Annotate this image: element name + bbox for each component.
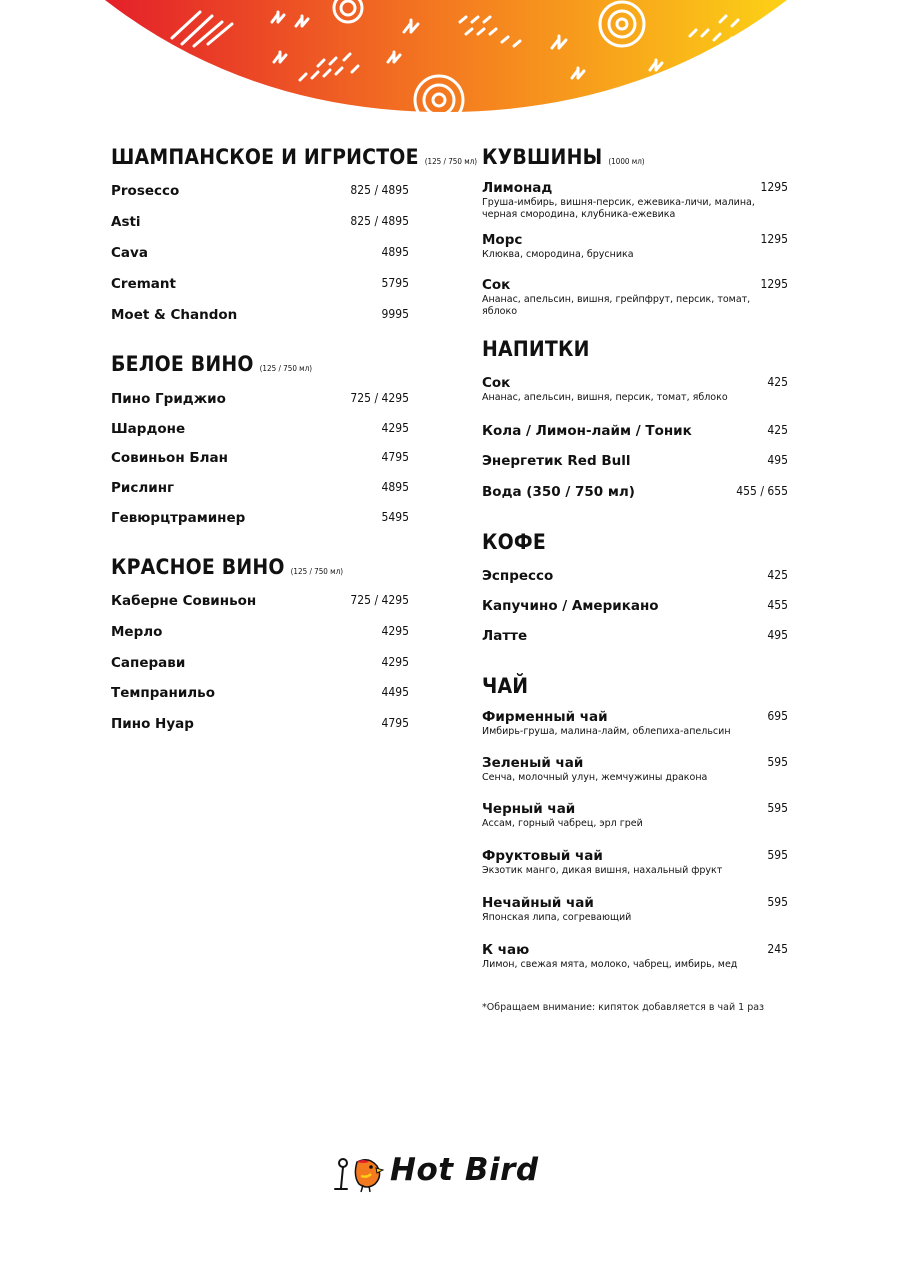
section-note-white: (125 / 750 мл) [259, 364, 313, 373]
item-name: Фруктовый чай [482, 848, 603, 864]
item-description: Лимон, свежая мята, молоко, чабрец, имбирь, мед [482, 959, 738, 970]
item-price: 4295 [381, 655, 409, 669]
item-price: 4895 [381, 480, 409, 494]
item-name: Морс [482, 232, 523, 248]
item-price: 4495 [381, 685, 409, 699]
section-title-tea: ЧАЙ [482, 674, 529, 698]
item-price: 245 [767, 942, 788, 956]
section-title-drinks: НАПИТКИ [482, 337, 590, 361]
item-description: Имбирь-груша, малина-лайм, облепиха-апельсин [482, 726, 731, 737]
item-price: 495 [767, 453, 788, 467]
item-price: 455 / 655 [736, 484, 788, 498]
item-name: Черный чай [482, 801, 576, 817]
section-title-red: КРАСНОЕ ВИНО (125 / 750 мл) [111, 555, 344, 579]
item-name: Латте [482, 628, 528, 644]
section-title-sparkling: ШАМПАНСКОЕ И ИГРИСТОЕ (125 / 750 мл) [111, 145, 478, 169]
item-price: 695 [767, 709, 788, 723]
item-price: 425 [767, 423, 788, 437]
item-price: 4795 [381, 716, 409, 730]
item-name: Сок [482, 375, 511, 391]
item-description: Сенча, молочный улун, жемчужины дракона [482, 772, 708, 783]
item-name: Зеленый чай [482, 755, 584, 771]
item-name: Каберне Совиньон [111, 593, 257, 609]
item-name: Энергетик Red Bull [482, 453, 631, 469]
item-name: Капучино / Американо [482, 598, 659, 614]
item-price: 455 [767, 598, 788, 612]
item-name: Вода (350 / 750 мл) [482, 484, 635, 500]
item-name: Саперави [111, 655, 186, 671]
brand-logo [333, 1150, 543, 1200]
item-price: 725 / 4295 [350, 391, 409, 405]
item-name: Cremant [111, 276, 176, 292]
section-title-jugs: КУВШИНЫ (1000 мл) [482, 145, 645, 169]
item-name: Совиньон Блан [111, 450, 228, 466]
item-name: Сок [482, 277, 511, 293]
section-note-jugs: (1000 мл) [608, 157, 645, 166]
item-price: 425 [767, 375, 788, 389]
tea-footnote: *Обращаем внимание: кипяток добавляется в чай 1 раз [482, 1002, 765, 1013]
item-price: 595 [767, 895, 788, 909]
item-description: Экзотик манго, дикая вишня, нахальный фрукт [482, 865, 723, 876]
item-price: 725 / 4295 [350, 593, 409, 607]
item-price: 595 [767, 755, 788, 769]
item-description: Ананас, апельсин, вишня, грейпфрут, персик, томат, яблоко [482, 294, 751, 317]
item-price: 4295 [381, 421, 409, 435]
item-description: Ананас, апельсин, вишня, персик, томат, яблоко [482, 392, 728, 403]
item-name: Рислинг [111, 480, 175, 496]
item-price: 1295 [760, 232, 788, 246]
item-name: К чаю [482, 942, 530, 958]
item-name: Эспрессо [482, 568, 554, 584]
section-note-red: (125 / 750 мл) [290, 567, 344, 576]
item-name: Moet & Chandon [111, 307, 238, 323]
item-price: 4795 [381, 450, 409, 464]
item-price: 825 / 4895 [350, 183, 409, 197]
brand-name: Hot Bird [390, 1152, 539, 1188]
item-description: Клюква, смородина, брусника [482, 249, 634, 260]
header-banner [0, 0, 905, 115]
item-name: Темпранильо [111, 685, 215, 701]
item-price: 495 [767, 628, 788, 642]
item-price: 4895 [381, 245, 409, 259]
item-name: Кола / Лимон-лайм / Тоник [482, 423, 692, 439]
item-name: Гевюрцтраминер [111, 510, 246, 526]
bird-mascot-icon [333, 1154, 385, 1196]
item-name: Нечайный чай [482, 895, 594, 911]
item-price: 825 / 4895 [350, 214, 409, 228]
item-price: 1295 [760, 180, 788, 194]
item-price: 5795 [381, 276, 409, 290]
item-price: 595 [767, 848, 788, 862]
section-note-sparkling: (125 / 750 мл) [424, 157, 478, 166]
section-title-white: БЕЛОЕ ВИНО (125 / 750 мл) [111, 352, 313, 376]
item-description: Груша-имбирь, вишня-персик, ежевика-личи, малина, черная смородина, клубника-ежевика [482, 197, 755, 220]
item-price: 4295 [381, 624, 409, 638]
item-name: Пино Нуар [111, 716, 194, 732]
item-price: 1295 [760, 277, 788, 291]
item-name: Фирменный чай [482, 709, 608, 725]
item-name: Prosecco [111, 183, 180, 199]
item-description: Японская липа, согревающий [482, 912, 632, 923]
item-description: Ассам, горный чабрец, эрл грей [482, 818, 643, 829]
item-name: Cava [111, 245, 148, 261]
item-price: 595 [767, 801, 788, 815]
item-price: 9995 [381, 307, 409, 321]
section-title-coffee: КОФЕ [482, 530, 546, 554]
item-name: Шардоне [111, 421, 186, 437]
item-price: 5495 [381, 510, 409, 524]
item-name: Лимонад [482, 180, 553, 196]
item-name: Мерло [111, 624, 163, 640]
item-name: Asti [111, 214, 141, 230]
item-name: Пино Гриджио [111, 391, 226, 407]
item-price: 425 [767, 568, 788, 582]
